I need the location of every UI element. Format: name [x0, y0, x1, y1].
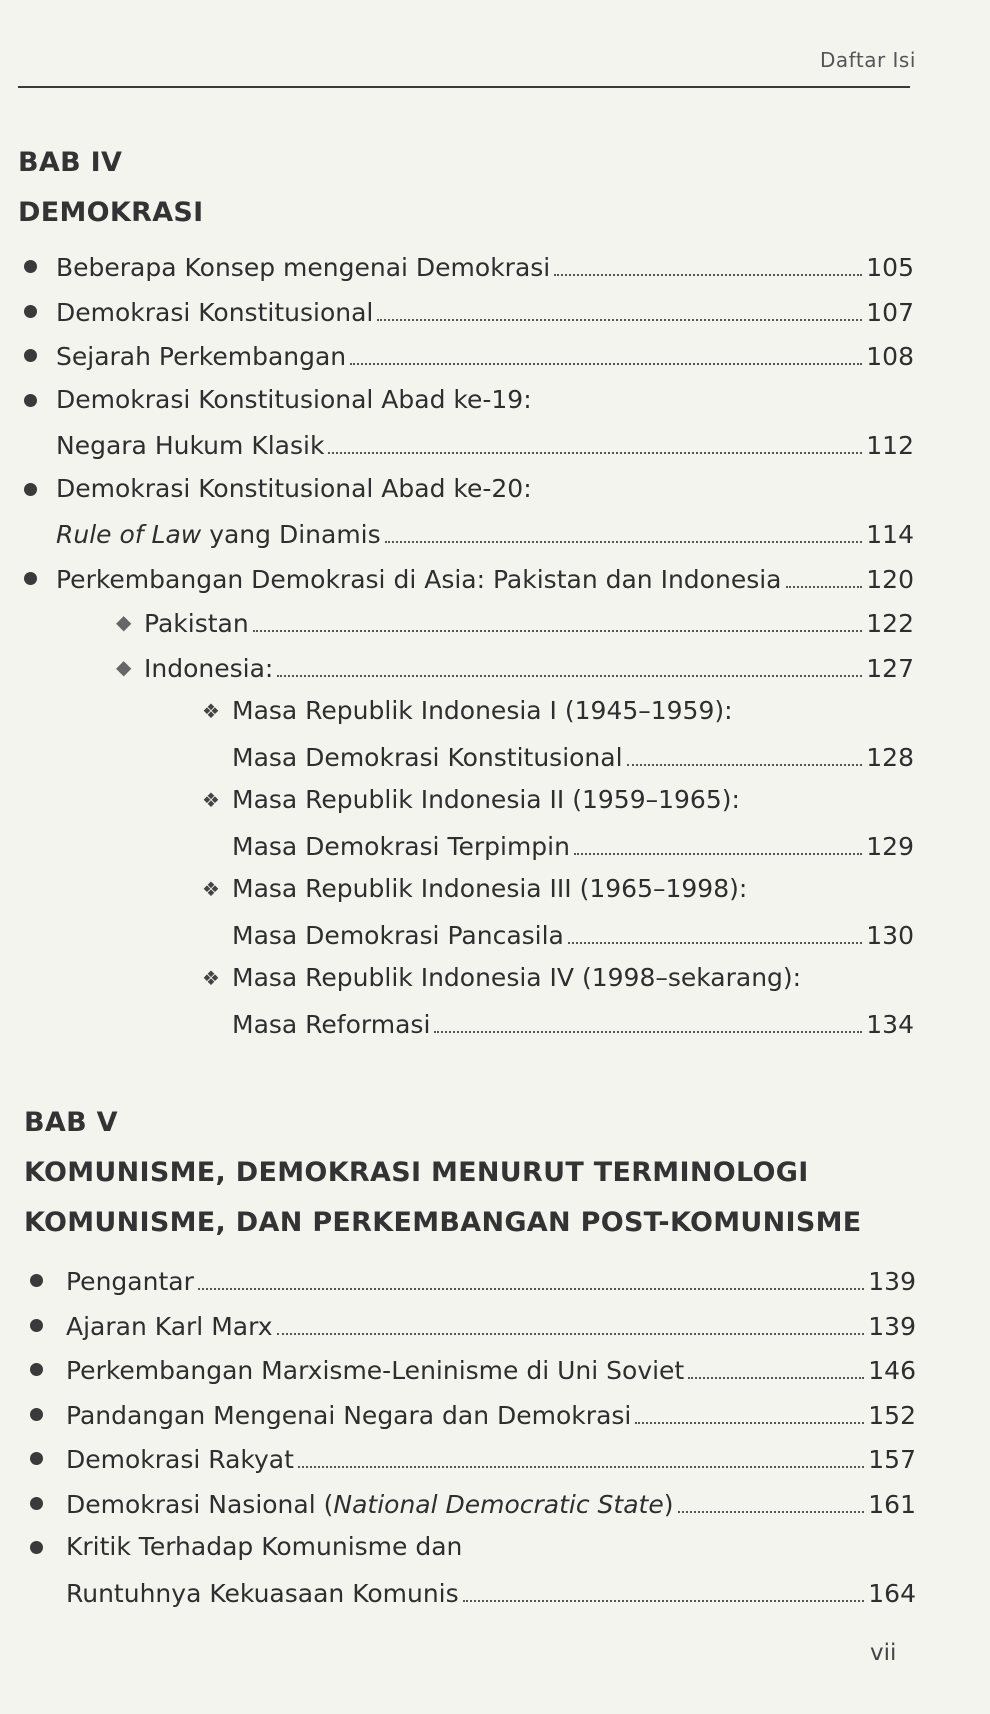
entry-title: Masa Republik Indonesia I (1945–1959):: [232, 696, 733, 725]
entry-page: 128: [866, 742, 914, 772]
entry-page: 139: [868, 1267, 916, 1296]
entry-title-cont: Masa Demokrasi Konstitusional: [232, 742, 623, 772]
bullet-icon: [24, 305, 37, 318]
toc-entry-continuation[interactable]: [30, 1570, 916, 1615]
toc-entry[interactable]: [30, 1258, 916, 1303]
toc-entry[interactable]: [24, 556, 914, 601]
diamond-bullet-icon: ◆: [116, 654, 132, 679]
toc-subsubentry[interactable]: [24, 689, 914, 734]
dot-leader: [350, 333, 862, 365]
bullet-icon: [30, 1363, 43, 1376]
dot-leader: [463, 1570, 865, 1602]
toc-entry[interactable]: [30, 1303, 916, 1348]
entry-title: Ajaran Karl Marx: [66, 1311, 273, 1341]
chapter-5-toc: [30, 1258, 916, 1614]
dot-leader: [688, 1347, 864, 1379]
entry-page: 107: [866, 297, 914, 327]
entry-title-after: ): [663, 1489, 674, 1519]
dot-leader: [554, 244, 862, 276]
entry-title: Sejarah Perkembangan: [56, 342, 347, 371]
entry-title: Beberapa Konsep mengenai Demokrasi: [56, 253, 551, 282]
toc-subsubentry[interactable]: [24, 956, 914, 1001]
toc-entry-continuation[interactable]: [24, 734, 914, 779]
toc-entry-continuation[interactable]: [24, 823, 914, 868]
entry-title-cont: Negara Hukum Klasik: [56, 431, 325, 460]
entry-title: Demokrasi Konstitusional Abad ke-19:: [56, 384, 532, 414]
entry-title-cont: yang Dinamis: [209, 520, 381, 549]
entry-title-cont: Masa Reformasi: [232, 1009, 431, 1039]
four-diamond-bullet-icon: ❖: [202, 699, 220, 723]
toc-entry[interactable]: [30, 1525, 916, 1570]
entry-title: Masa Republik Indonesia III (1965–1998):: [232, 874, 748, 903]
entry-title: Kritik Terhadap Komunisme dan: [66, 1532, 463, 1561]
entry-title: Demokrasi Nasional (: [66, 1489, 334, 1519]
toc-entry[interactable]: [24, 378, 914, 423]
entry-title: Indonesia:: [144, 653, 274, 683]
toc-entry[interactable]: [30, 1392, 916, 1437]
page-number: vii: [870, 1640, 897, 1666]
bullet-icon: [24, 483, 37, 496]
four-diamond-bullet-icon: ❖: [202, 788, 220, 812]
dot-leader: [377, 289, 862, 321]
toc-entry[interactable]: [30, 1436, 916, 1481]
entry-page: 130: [866, 920, 914, 950]
dot-leader: [253, 600, 863, 632]
diamond-bullet-icon: ◆: [116, 610, 132, 634]
bullet-icon: [30, 1408, 43, 1421]
toc-entry[interactable]: [24, 244, 914, 289]
entry-page: 157: [868, 1445, 916, 1474]
dot-leader: [786, 556, 863, 588]
four-diamond-bullet-icon: ❖: [202, 877, 220, 901]
bullet-icon: [30, 1541, 43, 1554]
entry-page: 139: [868, 1311, 916, 1341]
entry-page: 127: [866, 653, 914, 683]
chapter-4-title: DEMOKRASI: [18, 197, 204, 228]
toc-entry[interactable]: [24, 333, 914, 378]
toc-entry[interactable]: [24, 289, 914, 334]
entry-title: Pengantar: [66, 1267, 194, 1296]
entry-page: 152: [868, 1400, 916, 1430]
chapter-4-heading: [18, 138, 918, 238]
dot-leader: [635, 1392, 864, 1424]
toc-entry[interactable]: [30, 1347, 916, 1392]
dot-leader: [328, 422, 862, 454]
dot-leader: [385, 511, 863, 543]
bullet-icon: [30, 1497, 43, 1510]
dot-leader: [198, 1258, 864, 1290]
toc-entry-continuation[interactable]: [24, 422, 914, 467]
entry-title-italic: Rule of Law: [56, 520, 202, 549]
bullet-icon: [30, 1452, 43, 1465]
entry-page: 120: [866, 564, 914, 594]
entry-title: Masa Republik Indonesia II (1959–1965):: [232, 785, 740, 814]
entry-title-italic: National Democratic State: [333, 1489, 664, 1519]
entry-page: 129: [866, 831, 914, 861]
toc-subsubentry[interactable]: [24, 778, 914, 823]
dot-leader: [627, 734, 863, 766]
entry-title: Pakistan: [144, 609, 249, 638]
entry-title: Pandangan Mengenai Negara dan Demokrasi: [66, 1400, 632, 1430]
chapter-5-label: BAB V: [24, 1107, 118, 1138]
toc-entry-continuation[interactable]: [24, 1001, 914, 1046]
toc-entry-continuation[interactable]: [24, 511, 914, 556]
toc-entry[interactable]: [30, 1481, 916, 1526]
chapter-5-title-line-1: KOMUNISME, DEMOKRASI MENURUT TERMINOLOGI: [24, 1157, 809, 1188]
entry-title: Perkembangan Demokrasi di Asia: Pakistan dan Indonesia: [56, 564, 782, 594]
chapter-4-label: BAB IV: [18, 147, 123, 178]
entry-title-cont: Masa Demokrasi Terpimpin: [232, 831, 570, 861]
toc-entry-continuation[interactable]: [24, 912, 914, 957]
entry-page: 146: [868, 1356, 916, 1385]
entry-title: Demokrasi Konstitusional Abad ke-20:: [56, 473, 532, 503]
bullet-icon: [30, 1319, 43, 1332]
bullet-icon: [24, 394, 37, 407]
four-diamond-bullet-icon: ❖: [202, 966, 220, 990]
running-head: Daftar Isi: [820, 48, 916, 72]
chapter-4-toc: [24, 244, 914, 1045]
dot-leader: [277, 1303, 865, 1335]
dot-leader: [277, 645, 862, 677]
chapter-5-heading: [24, 1098, 924, 1248]
entry-page: 134: [866, 1009, 914, 1039]
dot-leader: [568, 912, 862, 944]
toc-entry[interactable]: [24, 467, 914, 512]
entry-page: 161: [868, 1489, 916, 1519]
entry-title: Masa Republik Indonesia IV (1998–sekarang):: [232, 963, 802, 992]
toc-subentry[interactable]: [24, 645, 914, 690]
entry-page: 112: [866, 431, 914, 460]
entry-page: 114: [866, 520, 914, 549]
dot-leader: [434, 1001, 862, 1033]
entry-page: 122: [866, 609, 914, 638]
entry-page: 105: [866, 253, 914, 282]
entry-title: Demokrasi Rakyat: [66, 1445, 294, 1474]
entry-title: Demokrasi Konstitusional: [56, 297, 374, 327]
bullet-icon: [24, 572, 37, 585]
dot-leader: [678, 1481, 865, 1513]
entry-title-cont: Masa Demokrasi Pancasila: [232, 920, 564, 950]
entry-title-cont: Runtuhnya Kekuasaan Komunis: [66, 1578, 459, 1608]
entry-page: 164: [868, 1578, 916, 1608]
entry-title: Perkembangan Marxisme-Leninisme di Uni Soviet: [66, 1356, 685, 1385]
bullet-icon: [30, 1274, 43, 1287]
header-rule: [18, 86, 910, 88]
entry-page: 108: [866, 342, 914, 371]
dot-leader: [574, 823, 862, 855]
chapter-5-title-line-2: KOMUNISME, DAN PERKEMBANGAN POST-KOMUNISME: [24, 1207, 862, 1238]
toc-subentry[interactable]: [24, 600, 914, 645]
dot-leader: [298, 1436, 864, 1468]
toc-subsubentry[interactable]: [24, 867, 914, 912]
bullet-icon: [24, 349, 37, 362]
bullet-icon: [24, 260, 37, 273]
